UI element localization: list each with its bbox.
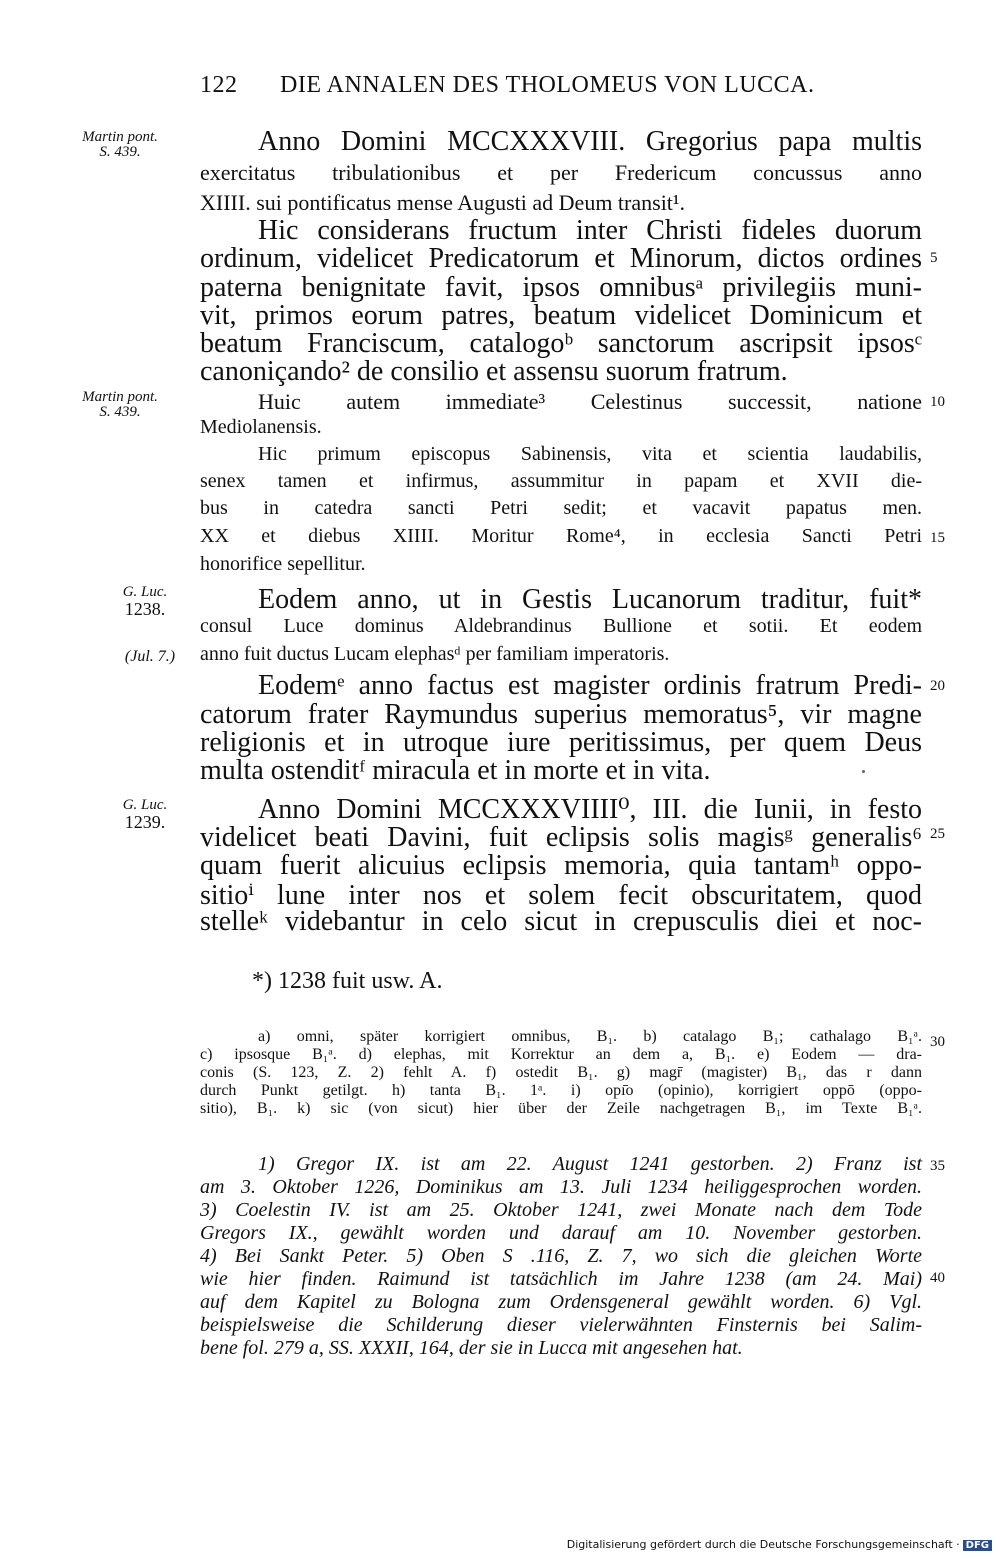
text-line: Eodem anno, ut in Gestis Lucanorum traditur, fuit* <box>258 584 922 615</box>
text-line: paterna benignitate favit, ipsos omnibusᵃ privilegiis muni- <box>200 272 922 303</box>
margin-note-source: Martin pont. <box>82 129 158 145</box>
text-line: multa ostenditᶠ miracula et in morte et in vita. <box>200 755 711 786</box>
text-line: anno fuit ductus Lucam elephasᵈ per familiam imperatoris. <box>200 643 670 665</box>
apparatus-line: sitio), B₁. k) sic (von sicut) hier über der Zeile nachgetragen B₁, im Texte B₁ᵃ. <box>200 1100 922 1117</box>
apparatus-line: c) ipsosque B₁ᵃ. d) elephas, mit Korrektur an dem a, B₁. e) Eodem — dra- <box>200 1046 922 1063</box>
line-number: 35 <box>930 1158 945 1174</box>
text-line: sitioⁱ lune inter nos et solem fecit obscuritatem, quod <box>200 880 922 911</box>
line-number: 40 <box>930 1270 945 1286</box>
text-line: canoniçando² de consilio et assensu suorum fratrum. <box>200 356 788 387</box>
commentary-line: beispielsweise die Schilderung dieser vielerwähnten Finsternis bei Salim- <box>200 1314 922 1336</box>
text-line: Eodemᵉ anno factus est magister ordinis fratrum Predi- <box>258 670 922 701</box>
apparatus-line: conis (S. 123, Z. 2) fehlt A. f) ostedit B₁. g) magr̄ (magister) B₁, das r dann <box>200 1064 922 1081</box>
text-line: vit, primos eorum patres, beatum videlicet Dominicum et <box>200 300 922 331</box>
running-head <box>200 72 940 104</box>
commentary-line: bene fol. 279 a, SS. XXXII, 164, der sie in Lucca mit angesehen hat. <box>200 1337 743 1359</box>
text-line: consul Luce dominus Aldebrandinus Bullione et sotii. Et eodem <box>200 615 922 637</box>
commentary-line: Gregors IX., gewählt worden und darauf am 10. November gestorben. <box>200 1222 922 1244</box>
line-number: 10 <box>930 394 945 410</box>
digitization-credit <box>567 1538 992 1551</box>
text-line: senex tamen et infirmus, assummitur in papam et XVII die- <box>200 470 922 492</box>
commentary-line: wie hier finden. Raimund ist tatsächlich im Jahre 1238 (am 24. Mai) <box>200 1268 922 1290</box>
text-line: Mediolanensis. <box>200 416 322 438</box>
line-number: 20 <box>930 678 945 694</box>
apparatus-line: a) omni, später korrigiert omnibus, B₁. b) catalago B₁; cathalago B₁ᵃ. <box>258 1028 922 1045</box>
apparatus-line: durch Punkt getilgt. h) tanta B₁. 1ᵃ. i) opı̄o (opinio), korrigiert oppō (oppo- <box>200 1082 922 1099</box>
text-line: Hic considerans fructum inter Christi fideles duorum <box>258 215 922 246</box>
text-line: videlicet beati Davini, fuit eclipsis solis magisᵍ generalis⁶ <box>200 822 922 853</box>
text-line: XX et diebus XIIII. Moritur Rome⁴, in ecclesia Sancti Petri <box>200 525 922 547</box>
page-number: 122 <box>200 72 238 98</box>
text-line: XIIII. sui pontificatus mense Augusti ad Deum transit¹. <box>200 190 686 215</box>
text-line: quam fuerit alicuius eclipsis memoria, quia tantamʰ oppo- <box>200 850 922 881</box>
commentary-line: 4) Bei Sankt Peter. 5) Oben S .116, Z. 7, wo sich die gleichen Worte <box>200 1245 922 1267</box>
commentary-line: 3) Coelestin IV. ist am 25. Oktober 1241, zwei Monate nach dem Tode <box>200 1199 922 1221</box>
commentary-line: am 3. Oktober 1226, Dominikus am 13. Juli 1234 heiliggesprochen worden. <box>200 1176 922 1198</box>
credit-text: Digitalisierung gefördert durch die Deutsche Forschungsgemeinschaft · <box>566 1538 960 1551</box>
margin-note <box>100 584 190 618</box>
text-line: bus in catedra sancti Petri sedit; et vacavit papatus men. <box>200 497 922 519</box>
line-number: 25 <box>930 826 945 842</box>
text-line: beatum Franciscum, catalogoᵇ sanctorum ascripsit ipsosᶜ <box>200 328 922 359</box>
margin-note-year: 1239. <box>124 812 166 832</box>
commentary-line: 1) Gregor IX. ist am 22. August 1241 gestorben. 2) Franz ist <box>258 1153 922 1175</box>
text-line: Huic autem immediate³ Celestinus successit, natione <box>258 389 922 414</box>
margin-note-date: (Jul. 7.) <box>124 648 176 665</box>
text-line: Anno Domini MCCXXXVIIII⁰, III. die Iunii, in festo <box>258 794 922 825</box>
page-title: DIE ANNALEN DES THOLOMEUS VON LUCCA. <box>280 72 815 98</box>
starred-note: *) 1238 fuit usw. A. <box>252 968 443 994</box>
margin-note <box>60 390 180 420</box>
stray-mark <box>862 770 865 773</box>
text-line: ordinum, videlicet Predicatorum et Minorum, dictos ordines <box>200 243 922 274</box>
margin-note-source: G. Luc. <box>122 584 168 600</box>
commentary-line: auf dem Kapitel zu Bologna zum Ordensgeneral gewählt worden. 6) Vgl. <box>200 1291 922 1313</box>
margin-note-year: 1238. <box>124 599 166 619</box>
text-line: religionis et in utroque iure peritissimus, per quem Deus <box>200 727 922 758</box>
line-number: 15 <box>930 530 945 546</box>
text-line: stelleᵏ videbantur in celo sicut in crepusculis diei et noc- <box>200 906 922 937</box>
margin-note-ref: S. 439. <box>99 144 141 160</box>
margin-note-source: Martin pont. <box>82 389 158 405</box>
line-number: 30 <box>930 1034 945 1050</box>
text-line: catorum frater Raymundus superius memoratus⁵, vir magne <box>200 699 922 730</box>
text-line: exercitatus tribulationibus et per Fredericum concussus anno <box>200 160 922 185</box>
dfg-logo: DFG <box>963 1540 992 1551</box>
text-line: Anno Domini MCCXXXVIII. Gregorius papa multis <box>258 126 922 157</box>
margin-note-ref: S. 439. <box>99 404 141 420</box>
text-line: honorifice sepellitur. <box>200 553 366 575</box>
line-number: 5 <box>930 250 938 266</box>
text-line: Hic primum episcopus Sabinensis, vita et scientia laudabilis, <box>258 443 922 465</box>
margin-note <box>100 797 190 831</box>
margin-note <box>60 130 180 160</box>
margin-note-source: G. Luc. <box>122 797 168 813</box>
